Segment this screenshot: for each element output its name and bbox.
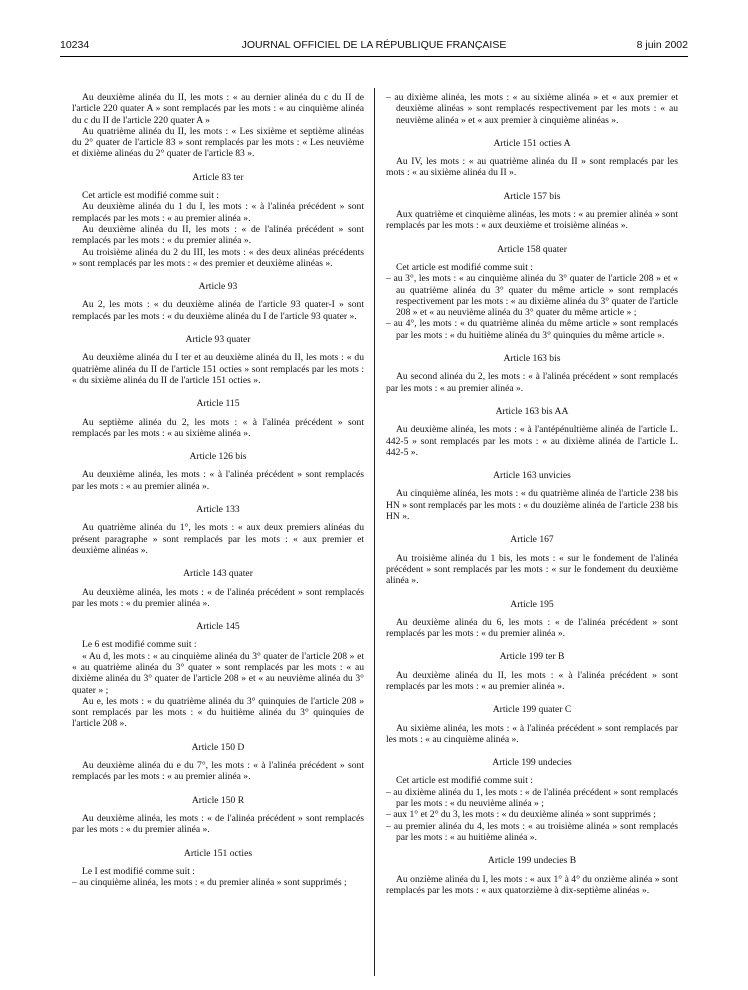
paragraph: Le I est modifié comme suit :: [82, 865, 195, 877]
article-heading: Article 133: [196, 504, 240, 516]
paragraph: Au deuxième alinéa du I ter et au deuxième alinéa du II, les mots : « du quatrième alinéa du II de l'article 151 octies » sont remplacés par les mots : « du sixième alinéa du II de l'article 151 octies ».: [72, 352, 364, 386]
list-item: – au dixième alinéa, les mots : « au sixième alinéa » et « aux premier et deuxième alinéas » sont remplacés respectivement par les mots : « au neuvième alinéa » et « aux premier à cinquième alinéas ».: [386, 92, 678, 126]
paragraph: Le 6 est modifié comme suit :: [82, 639, 197, 651]
list-item: – au dixième alinéa du 1, les mots : « de l'alinéa précédent » sont remplacés par les mots : « du neuvième alinéa » ;: [386, 787, 678, 810]
article-heading: Article 199 undecies: [492, 757, 572, 769]
paragraph: Au 2, les mots : « du deuxième alinéa de l'article 93 quater-I » sont remplacés par les mots : « du deuxième alinéa du I de l'article 93 quater ».: [72, 299, 364, 322]
paragraph: Au deuxième alinéa du II, les mots : « à l'alinéa précédent » sont remplacés par les mots : « au premier alinéa ».: [386, 669, 678, 692]
paragraph: Au deuxième alinéa du II, les mots : « au dernier alinéa du c du II de l'article 220 quater A » sont remplacés par les mots : « au cinquième alinéa du c du II de l'article 220 quater A »: [72, 92, 364, 126]
paragraph: Au deuxième alinéa, les mots : « à l'antépénultième alinéa de l'article L. 442-5 » sont remplacés par les mots : « au dixième alinéa de l'article L. 442-5 ».: [386, 424, 678, 458]
paragraph: Au cinquième alinéa, les mots : « du quatrième alinéa de l'article 238 bis HN » sont remplacés par les mots : « du douzième alinéa de l'article 238 bis HN ».: [386, 488, 678, 523]
paragraph: Au deuxième alinéa, les mots : « à l'alinéa précédent » sont remplacés par les mots : « au premier alinéa ».: [72, 469, 364, 492]
page-header: [60, 39, 688, 55]
paragraph: Au second alinéa du 2, les mots : « à l'alinéa précédent » sont remplacés par les mots : « au premier alinéa ».: [386, 371, 678, 394]
article-heading: Article 151 octies: [183, 847, 253, 859]
paragraph: Au deuxième alinéa du 1 du I, les mots : « à l'alinéa précédent » sont remplacés par les mots : « au premier alinéa ».: [72, 201, 364, 224]
paragraph: Cet article est modifié comme suit :: [396, 261, 533, 273]
header-rule: [60, 56, 688, 57]
article-heading: Article 93: [198, 281, 238, 293]
publication-date: 8 juin 2002: [636, 39, 688, 51]
paragraph: Au IV, les mots : « au quatrième alinéa du II » sont remplacés par les mots : « au sixième alinéa du II ».: [386, 156, 678, 179]
list-item: – au cinquième alinéa, les mots : « du premier alinéa » sont supprimés ;: [72, 877, 364, 888]
article-heading: Article 115: [196, 398, 240, 410]
article-heading: Article 93 quater: [185, 334, 251, 346]
list-item: – au 4°, les mots : « du quatrième alinéa du même article » sont remplacés par les mots : « du huitième alinéa du 3° quinquies du même article ».: [386, 318, 678, 341]
paragraph: Au e, les mots : « du quatrième alinéa du 3° quinquies de l'article 208 » sont remplacés par les mots : « du huitième alinéa du 3° quinquies de l'article 208 ».: [72, 695, 364, 730]
article-heading: Article 195: [510, 598, 554, 610]
article-heading: Article 163 unvicies: [493, 470, 571, 482]
list-item: – au 3°, les mots : « au cinquième alinéa du 3° quater de l'article 208 » et « au quatrième alinéa du 3° quater du même article » sont remplacés respectivement par les mots : « au dixième alinéa du 3° quater de l'article 208 » et « au neuvième alinéa du 3° quater du même article » ;: [386, 273, 678, 318]
paragraph: Au onzième alinéa du I, les mots : « aux 1° à 4° du onzième alinéa » sont remplacés par les mots : « aux quatorzième à dix-septième alinéas ».: [386, 873, 678, 896]
article-heading: Article 199 ter B: [499, 651, 565, 663]
article-heading: Article 158 quater: [497, 243, 567, 255]
article-heading: Article 163 bis AA: [495, 405, 569, 417]
paragraph: Aux quatrième et cinquième alinéas, les mots : « au premier alinéa » sont remplacés par les mots : « aux deuxième et troisième alinéas ».: [386, 209, 678, 232]
paragraph: Au quatrième alinéa du 1°, les mots : « aux deux premiers alinéas du présent paragraphe » sont remplacés par les mots : « aux premier et deuxième alinéas ».: [72, 522, 364, 556]
article-heading: Article 150 R: [191, 794, 245, 806]
right-column: [386, 92, 678, 896]
paragraph: Au deuxième alinéa, les mots : « de l'alinéa précédent » sont remplacés par les mots : « du premier alinéa ».: [72, 812, 364, 836]
paragraph: Au deuxième alinéa du 6, les mots : « de l'alinéa précédent » sont remplacés par les mots : « du premier alinéa ».: [386, 616, 678, 640]
paragraph: Au deuxième alinéa du e du 7°, les mots : « à l'alinéa précédent » sont remplacés par les mots : « au premier alinéa ».: [72, 760, 364, 783]
page-number: 10234: [60, 39, 90, 51]
paragraph: Au septième alinéa du 2, les mots : « à l'alinéa précédent » sont remplacés par les mots : « au sixième alinéa ».: [72, 416, 364, 439]
article-heading: Article 126 bis: [189, 451, 247, 463]
paragraph: Au troisième alinéa du 1 bis, les mots : « sur le fondement de l'alinéa précédent » sont remplacés par les mots : « sur le fondement du deuxième alinéa ».: [386, 552, 678, 587]
paragraph: Cet article est modifié comme suit :: [82, 190, 219, 202]
paragraph: « Au d, les mots : « au cinquième alinéa du 3° quater de l'article 208 » et « au quatrième alinéa du 3° quater » sont remplacés par les mots : « au dixième alinéa du 3° quater de l'article 208 » et « au neuvième alinéa du 3° quater » ;: [72, 650, 364, 696]
list-item: – aux 1° et 2° du 3, les mots : « du deuxième alinéa » sont supprimés ;: [386, 809, 678, 820]
article-heading: Article 83 ter: [192, 171, 244, 183]
article-heading: Article 150 D: [191, 741, 245, 753]
paragraph: Au quatrième alinéa du II, les mots : « Les sixième et septième alinéas du 2° quater de l'article 83 » sont remplacés par les mots : « Les neuvième et dixième alinéas du 2° quater de l'article 83 ».: [72, 125, 364, 160]
list-item: – au premier alinéa du 4, les mots : « au troisième alinéa » sont remplacés par les mots : « au huitième alinéa ».: [386, 821, 678, 844]
paragraph: Au sixième alinéa, les mots : « à l'alinéa précédent » sont remplacés par les mots : « au cinquième alinéa ».: [386, 722, 678, 745]
article-heading: Article 199 quater C: [492, 704, 572, 716]
article-heading: Article 157 bis: [503, 190, 561, 202]
paragraph: Au troisième alinéa du 2 du III, les mots : « des deux alinéas précédents » sont remplacés par les mots : « des premier et deuxième alinéas ».: [72, 246, 364, 269]
article-heading: Article 167: [510, 534, 554, 546]
article-heading: Article 143 quater: [183, 568, 253, 580]
article-heading: Article 151 octies A: [493, 137, 571, 149]
paragraph: Cet article est modifié comme suit :: [396, 775, 533, 787]
paragraph: Au deuxième alinéa, les mots : « de l'alinéa précédent » sont remplacés par les mots : « du premier alinéa ».: [72, 586, 364, 609]
journal-title: JOURNAL OFFICIEL DE LA RÉPUBLIQUE FRANÇAISE: [241, 39, 507, 51]
article-heading: Article 163 bis: [503, 353, 561, 365]
paragraph: Au deuxième alinéa du II, les mots : « de l'alinéa précédent » sont remplacés par les mots : « du premier alinéa ».: [72, 223, 364, 247]
article-heading: Article 145: [196, 621, 240, 633]
column-separator: [374, 88, 375, 976]
left-column: [72, 92, 364, 888]
article-heading: Article 199 undecies B: [487, 855, 577, 867]
